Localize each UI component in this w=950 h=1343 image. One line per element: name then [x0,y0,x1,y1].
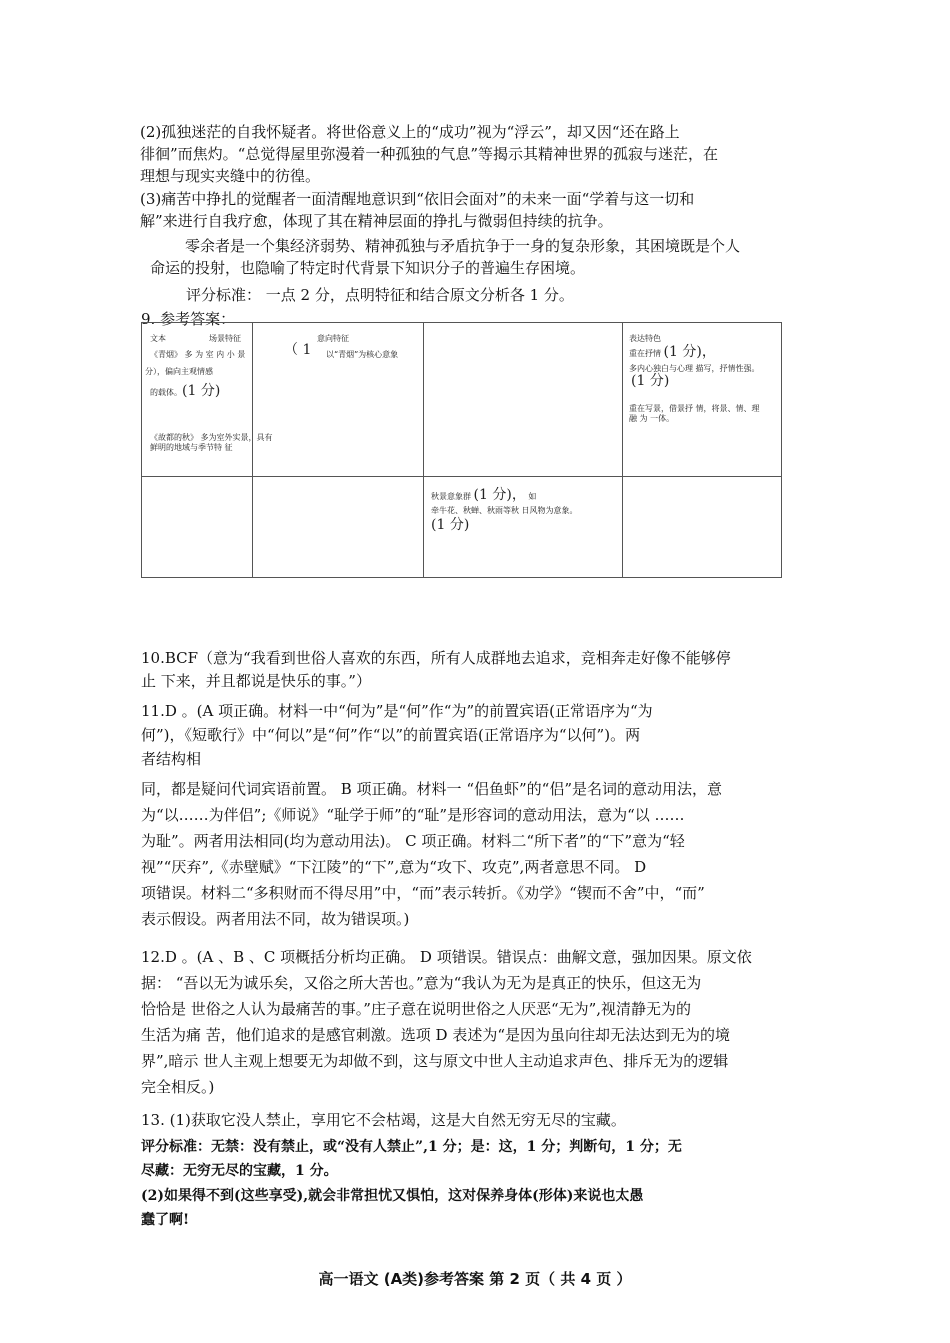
row1-expr-a2: 多内心独白与心理 描写，抒情性强。 [629,364,760,373]
q10-answer: 10.BCF（意为“我看到世俗人喜欢的东西，所有人成群地去追求，竞相奔走好像不能够停 止 下来，并且都说是快乐的事。”） [141,649,731,690]
row1-expr-a3: (1 分) [631,373,670,389]
q11-answer-cont: 同，都是疑问代词宾语前置。 B 项正确。材料一 “侣鱼虾”的“侣”是名词的意动用法，意 为“以……为伴侣”;《师说》“耻学于师”的“耻”是形容词的意动用法，意为“以 …… 为耻”。两者用法相同(均为意动用法)。 C 项正确。材料二“所下者”的“下”意为“轻 视”“厌弃”,《赤壁赋》“下江陵”的“下”,意为“攻下、攻克”,两者意思不同。 D 项错误。材料二“多积财而不得尽用”中，“而”表示转折。《劝学》“锲而不舍”中，“而” 表示假设。两者用法不同，故为错误项。) [141,780,723,928]
header-expression: 表达特色 [629,334,661,343]
table-divider [142,476,781,477]
section8-point3: (3)痛苦中挣扎的觉醒者一面清醒地意识到“依旧会面对”的未来一面“学着与这一切和 解”来进行自我疗愈，体现了其在精神层面的挣扎与微弱但持续的抗争。 [140,190,695,230]
table-divider [423,323,424,577]
row1-expr-b1: 重在写景，借景抒 情，将景、情、理 [629,404,760,413]
row1-text: 《青烟》 多 为 室 内 小 景 [150,350,246,359]
table-divider [252,323,253,577]
row3-image-2: 牵牛花、秋蝉、秋雨等秋 日风物为意象。 [431,506,578,515]
row3-image-1: 秋景意象群 (1 分)， 如 [431,487,537,503]
section8-summary: 零余者是一个集经济弱势、精神孤独与矛盾抗争于一身的复杂形象，其困境既是个人 命运的投射，也隐喻了特定时代背景下知识分子的普遍生存困境。 [150,237,741,277]
q11-answer: 11.D 。(A 项正确。材料一中“何为”是“何”作“为”的前置宾语(正常语序为“为 何”)，《短歌行》中“何以”是“何”作“以”的前置宾语(正常语序为“以何”)。两 者结构相 [141,702,653,768]
row1-cont: 分），偏向主观情感 [145,367,213,376]
q13-answer-2: (2)如果得不到(这些享受),就会非常担忧又惧怕，这对保养身体(形体)来说也太愚 蠢了啊! [141,1188,644,1228]
q13-scoring: 评分标准：无禁：没有禁止，或“没有人禁止”,1 分；是：这，1 分；判断句，1 分；无 尽藏：无穷无尽的宝藏，1 分。 [141,1139,682,1179]
q13-answer-1: 13. (1)获取它没人禁止，享用它不会枯竭，这是大自然无穷无尽的宝藏。 [141,1111,626,1129]
table-divider [622,323,623,577]
header-text: 文本 [150,334,166,343]
row1-expr-b2: 融 为 一体。 [629,414,675,423]
row1-carrier: 的载体。(1 分) [150,383,221,399]
row2-text-1: 《故都的秋》 多为室外实景，具有 [150,433,273,442]
section8-scoring: 评分标准： 一点 2 分，点明特征和结合原文分析各 1 分。 [186,286,574,304]
row1-image-text: 以“青烟”为核心意象 [326,350,399,359]
header-image: 意向特征 [317,334,349,343]
row1-score-a: （ 1 [284,342,312,358]
section8-point2: (2)孤独迷茫的自我怀疑者。将世俗意义上的“成功”视为“浮云”，却又因“还在路上 徘徊”而焦灼。“总觉得屋里弥漫着一种孤独的气息”等揭示其精神世界的孤寂与迷茫，在 理想与现实夹缝中的彷徨。 [140,123,719,185]
q9-answer-table [141,322,782,578]
header-scene: 场景特征 [209,334,241,343]
row3-image-3: (1 分) [431,517,470,533]
q12-answer: 12.D 。(A 、B 、C 项概括分析均正确。 D 项错误。错误点：曲解文意，强加因果。原文依 据： “吾以无为诚乐矣，又俗之所大苦也。”意为“我认为无为是真正的快乐，但这无为 恰恰是 世俗之人认为最痛苦的事。”庄子意在说明世俗之人厌恶“无为”,视清静无为的 生活为痛 苦，他们追求的是感官刺激。选项 D 表述为“是因为虽向往却无法达到无为的境 界”,暗示 世人主观上想要无为却做不到，这与原文中世人主动追求声色、排斥无为的逻辑 完全相反。) [141,948,752,1096]
row2-text-2: 鲜明的地域与季节特 征 [150,443,233,452]
q9-title: 9. 参考答案： [141,310,236,328]
row1-expr-a1: 重在抒情 (1 分)， [629,344,716,360]
page-footer: 高一语文 (A类)参考答案 第 2 页（ 共 4 页 ） [318,1270,632,1288]
